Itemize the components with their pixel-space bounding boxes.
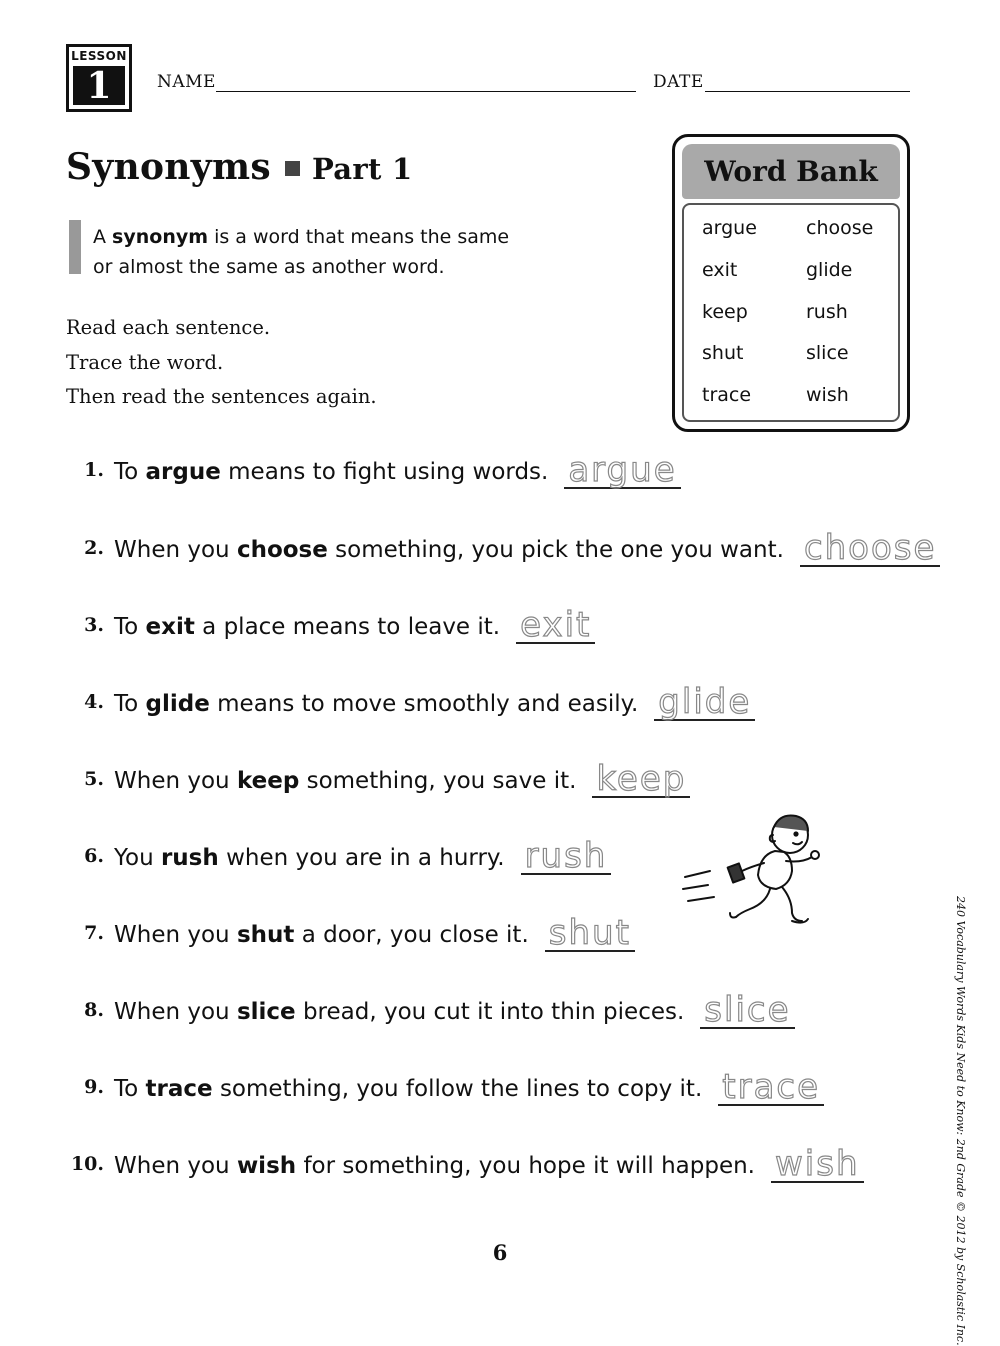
sentence-word: shut xyxy=(236,922,295,948)
sentence-text xyxy=(114,1144,864,1184)
lesson-number: 1 xyxy=(73,66,125,105)
sentence-text xyxy=(114,605,595,645)
sentence-text xyxy=(114,836,611,876)
sentence-word: exit xyxy=(145,614,195,640)
sentence-before: When you xyxy=(114,537,230,563)
sentence-number: 8. xyxy=(84,999,104,1021)
trace-word[interactable]: choose xyxy=(800,531,940,567)
trace-word[interactable]: shut xyxy=(545,916,635,952)
sentence-text xyxy=(114,682,755,722)
sentence-number: 6. xyxy=(84,845,104,867)
sentence-word: trace xyxy=(145,1076,213,1102)
name-label: NAME xyxy=(157,72,216,92)
sentence-after: for something, you hope it will happen. xyxy=(303,1153,755,1179)
trace-word[interactable]: keep xyxy=(592,762,690,798)
sentence-before: To xyxy=(114,459,139,485)
word-bank-word: exit xyxy=(702,259,738,281)
sentence-text xyxy=(114,990,795,1030)
definition xyxy=(93,222,533,282)
trace-word[interactable]: wish xyxy=(771,1147,864,1183)
sentence-word: slice xyxy=(236,999,296,1025)
sentence-word: argue xyxy=(145,459,221,485)
lesson-label: LESSON xyxy=(71,49,127,63)
running-boy-illustration xyxy=(680,805,840,930)
sentence-number: 5. xyxy=(84,768,104,790)
word-bank-word: slice xyxy=(806,342,849,364)
sentence-after: a place means to leave it. xyxy=(202,614,501,640)
trace-word[interactable]: argue xyxy=(564,453,680,489)
title-part: Part 1 xyxy=(311,152,413,186)
sentence-before: When you xyxy=(114,768,230,794)
sentence-text xyxy=(114,528,940,568)
sentence-before: When you xyxy=(114,1153,230,1179)
sentence-text xyxy=(114,913,635,953)
sentence-word: choose xyxy=(236,537,328,563)
sentence-after: something, you pick the one you want. xyxy=(335,537,784,563)
sentence-number: 3. xyxy=(84,614,104,636)
sentence-after: a door, you close it. xyxy=(301,922,529,948)
title-main: Synonyms xyxy=(66,146,271,188)
copyright-credit: 240 Vocabulary Words Kids Need to Know: 2nd Grade © 2012 by Scholastic Inc. xyxy=(954,896,967,1346)
sentence-after: when you are in a hurry. xyxy=(226,845,505,871)
sentence-number: 7. xyxy=(84,922,104,944)
sentence-word: wish xyxy=(236,1153,297,1179)
sentence-word: rush xyxy=(160,845,219,871)
sentence-before: When you xyxy=(114,999,230,1025)
word-bank-word: glide xyxy=(806,259,853,281)
page-number: 6 xyxy=(492,1240,508,1265)
instructions xyxy=(66,311,377,415)
sentence-text xyxy=(114,759,690,799)
definition-before: A xyxy=(93,226,106,248)
definition-after: is a word that means the same or almost the same as another word. xyxy=(93,226,510,278)
word-bank-word: wish xyxy=(806,384,849,406)
word-bank-list xyxy=(682,203,900,422)
sentence-before: You xyxy=(114,845,154,871)
sentence-number: 9. xyxy=(84,1076,104,1098)
square-bullet-icon xyxy=(285,161,300,176)
sentence-before: To xyxy=(114,1076,139,1102)
sentence-before: To xyxy=(114,614,139,640)
sentence-number: 1. xyxy=(84,459,104,481)
trace-word[interactable]: trace xyxy=(718,1070,824,1106)
instruction-line: Trace the word. xyxy=(66,350,224,374)
trace-word[interactable]: glide xyxy=(654,685,755,721)
trace-word[interactable]: rush xyxy=(521,839,612,875)
word-bank-word: rush xyxy=(806,301,848,323)
instruction-line: Then read the sentences again. xyxy=(66,385,377,408)
sentence-word: glide xyxy=(145,691,210,717)
trace-word[interactable]: exit xyxy=(516,608,595,644)
name-field[interactable] xyxy=(216,91,636,92)
word-bank-word: argue xyxy=(702,217,757,239)
sentence-number: 10. xyxy=(70,1153,104,1175)
word-bank-word: trace xyxy=(702,384,752,406)
date-field[interactable] xyxy=(705,91,910,92)
sentence-word: keep xyxy=(236,768,300,794)
definition-term: synonym xyxy=(112,226,209,248)
word-bank-title: Word Bank xyxy=(682,144,900,199)
sentence-before: To xyxy=(114,691,139,717)
sentence-after: means to move smoothly and easily. xyxy=(217,691,639,717)
sentence-number: 4. xyxy=(84,691,104,713)
lesson-badge xyxy=(66,44,132,112)
word-bank-word: shut xyxy=(702,342,744,364)
sentence-text xyxy=(114,450,681,490)
trace-word[interactable]: slice xyxy=(700,993,794,1029)
sentence-after: something, you follow the lines to copy it. xyxy=(219,1076,703,1102)
word-bank-word: choose xyxy=(806,217,874,239)
date-label: DATE xyxy=(653,72,704,92)
definition-bar xyxy=(69,220,81,274)
sentence-number: 2. xyxy=(84,537,104,559)
sentence-before: When you xyxy=(114,922,230,948)
sentence-after: something, you save it. xyxy=(306,768,577,794)
word-bank-word: keep xyxy=(702,301,748,323)
instruction-line: Read each sentence. xyxy=(66,316,271,339)
sentence-text xyxy=(114,1067,824,1107)
page-title xyxy=(66,146,413,188)
sentence-after: bread, you cut it into thin pieces. xyxy=(302,999,685,1025)
sentence-after: means to fight using words. xyxy=(228,459,549,485)
word-bank xyxy=(672,134,910,432)
